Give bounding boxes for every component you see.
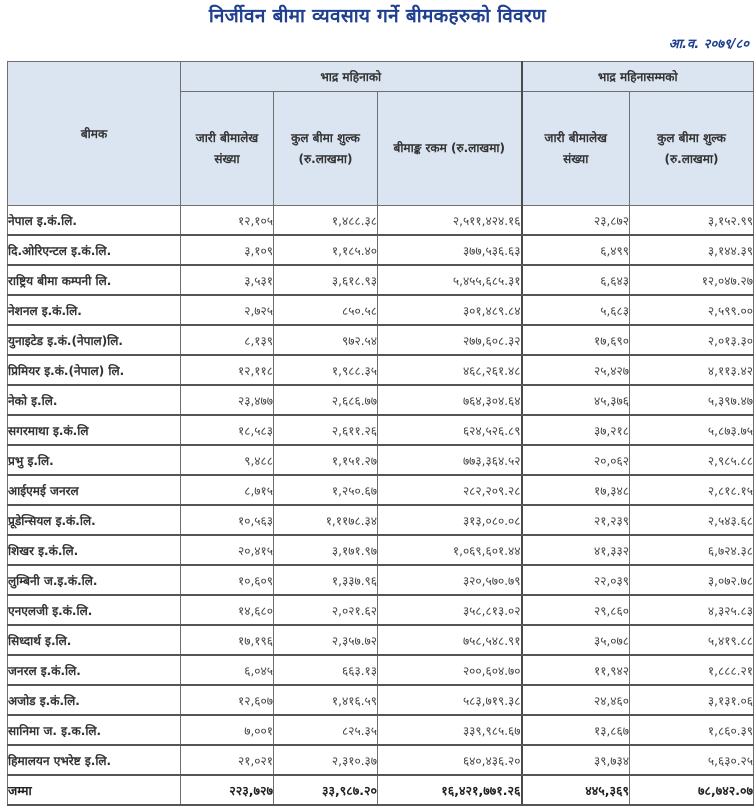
cum-premium-cell: ६,७२४.३८ bbox=[630, 535, 754, 565]
sum-insured-cell: ७५८,५४८.९१ bbox=[378, 625, 522, 655]
table-header bbox=[8, 62, 754, 206]
table-row bbox=[8, 565, 754, 595]
insurer-name: नेपाल इ.कं.लि. bbox=[8, 206, 181, 236]
cum-premium-cell: १२,०४७.२७ bbox=[630, 265, 754, 295]
insurer-name: लुम्बिनी ज.इ.कं.लि. bbox=[8, 565, 181, 595]
insurer-name: आईएमई जनरल bbox=[8, 475, 181, 505]
cum-premium-cell: ५,४१९.८८ bbox=[630, 625, 754, 655]
header-premium-line1: कुल बीमा शुल्क bbox=[291, 130, 360, 145]
table-row bbox=[8, 325, 754, 355]
table-row bbox=[8, 655, 754, 685]
cum-policies-cell: २९,८६० bbox=[522, 595, 630, 625]
policies-cell: २१,०२१ bbox=[181, 745, 274, 775]
premium-cell: २,६११.२६ bbox=[274, 415, 378, 445]
table-row bbox=[8, 625, 754, 655]
sum-insured-cell: ३१३,०८०.०८ bbox=[378, 505, 522, 535]
total-premium: ३३,९८७.२० bbox=[274, 775, 378, 805]
cum-premium-cell: ५,८७३.७५ bbox=[630, 415, 754, 445]
header-policies-line1: जारी बीमालेख bbox=[195, 130, 259, 145]
policies-cell: १८,५८३ bbox=[181, 415, 274, 445]
cum-policies-cell: ३७,२१८ bbox=[522, 415, 630, 445]
cum-policies-cell: ३९,७३४ bbox=[522, 745, 630, 775]
policies-cell: ९,४८८ bbox=[181, 445, 274, 475]
table-row bbox=[8, 685, 754, 715]
total-row bbox=[8, 775, 754, 805]
fiscal-year: आ.व. २०७९/८० bbox=[668, 37, 749, 52]
sum-insured-cell: ६४०,४३६.२० bbox=[378, 745, 522, 775]
table-row bbox=[8, 355, 754, 385]
policies-cell: ३,५३१ bbox=[181, 265, 274, 295]
premium-cell: ९७२.५४ bbox=[274, 325, 378, 355]
header-premium-line2: (रु.लाखमा) bbox=[298, 151, 353, 166]
premium-cell: ३,१७१.९७ bbox=[274, 535, 378, 565]
premium-cell: १,२५०.६७ bbox=[274, 475, 378, 505]
cum-policies-cell: ५,६८३ bbox=[522, 295, 630, 325]
cum-premium-cell: ४,११३.४२ bbox=[630, 355, 754, 385]
insurer-name: हिमालयन एभरेष्ट इ.लि. bbox=[8, 745, 181, 775]
sum-insured-cell: ३३९,९८५.६७ bbox=[378, 715, 522, 745]
insurer-name: नेको इ.लि. bbox=[8, 385, 181, 415]
premium-cell: १,३३७.९६ bbox=[274, 565, 378, 595]
header-cum-premium-line2: (रु.लाखमा) bbox=[664, 151, 719, 166]
cum-policies-cell: ६,४९९ bbox=[522, 235, 630, 265]
sum-insured-cell: ४६८,२६१.४८ bbox=[378, 355, 522, 385]
insurer-name: अजोड इ.कं.लि. bbox=[8, 685, 181, 715]
sum-insured-cell: ३०१,४८९.८४ bbox=[378, 295, 522, 325]
insurer-name: सगरमाथा इ.कं.लि bbox=[8, 415, 181, 445]
cum-premium-cell: ३,१३१.०६ bbox=[630, 685, 754, 715]
table-row bbox=[8, 235, 754, 265]
cum-policies-cell: ४१,३३२ bbox=[522, 535, 630, 565]
cum-premium-cell: १,८८८.२१ bbox=[630, 655, 754, 685]
cum-policies-cell: ६,६४३ bbox=[522, 265, 630, 295]
table-row bbox=[8, 475, 754, 505]
policies-cell: १७,१९६ bbox=[181, 625, 274, 655]
premium-cell: १,१५१.२७ bbox=[274, 445, 378, 475]
table-row bbox=[8, 385, 754, 415]
insurer-name: प्रूडेन्सियल इ.कं.लि. bbox=[8, 505, 181, 535]
cum-policies-cell: २१,२३९ bbox=[522, 505, 630, 535]
sum-insured-cell: ७६४,३०४.६४ bbox=[378, 385, 522, 415]
premium-cell: २,०२१.६२ bbox=[274, 595, 378, 625]
premium-cell: १,११७८.३४ bbox=[274, 505, 378, 535]
sum-insured-cell: ५८३,७१९.३८ bbox=[378, 685, 522, 715]
premium-cell: ८२५.३५ bbox=[274, 715, 378, 745]
premium-cell: १,१८५.४० bbox=[274, 235, 378, 265]
header-policies bbox=[181, 92, 274, 206]
cum-premium-cell: २,९८५.८८ bbox=[630, 445, 754, 475]
premium-cell: १,४१६.५९ bbox=[274, 685, 378, 715]
table-row bbox=[8, 535, 754, 565]
insurer-name: शिखर इ.कं.लि. bbox=[8, 535, 181, 565]
header-cum-policies-line2: संख्या bbox=[563, 151, 589, 166]
sum-insured-cell: ५,४५५,६८५.३१ bbox=[378, 265, 522, 295]
table-row bbox=[8, 445, 754, 475]
premium-cell: १,४८८.३८ bbox=[274, 206, 378, 236]
total-cum-policies: ४४५,३६९ bbox=[522, 775, 630, 805]
policies-cell: ६,०४५ bbox=[181, 655, 274, 685]
cum-policies-cell: ४५,३७६ bbox=[522, 385, 630, 415]
table-row bbox=[8, 505, 754, 535]
header-group-month: भाद्र महिनाको bbox=[181, 62, 522, 92]
cum-premium-cell: ३,०७२.७८ bbox=[630, 565, 754, 595]
table-row bbox=[8, 295, 754, 325]
policies-cell: १०,६०९ bbox=[181, 565, 274, 595]
sum-insured-cell: ३२०,५७०.७९ bbox=[378, 565, 522, 595]
premium-cell: २,६८६.७७ bbox=[274, 385, 378, 415]
cum-premium-cell: ३,१५२.९९ bbox=[630, 206, 754, 236]
premium-cell: २,३१०.३७ bbox=[274, 745, 378, 775]
premium-cell: १,९८८.३५ bbox=[274, 355, 378, 385]
total-cum-premium: ७८,७४२.०७ bbox=[630, 775, 754, 805]
policies-cell: ३,१०९ bbox=[181, 235, 274, 265]
policies-cell: २,७२५ bbox=[181, 295, 274, 325]
sum-insured-cell: ३५८,८१३.०२ bbox=[378, 595, 522, 625]
table-row bbox=[8, 415, 754, 445]
cum-policies-cell: १७,६९० bbox=[522, 325, 630, 355]
insurer-name: सिध्दार्थ इ.लि. bbox=[8, 625, 181, 655]
premium-cell: ८५०.५८ bbox=[274, 295, 378, 325]
header-cum-premium-line1: कुल बीमा शुल्क bbox=[657, 130, 726, 145]
header-cum-premium bbox=[630, 92, 754, 206]
premium-cell: २,३५७.७२ bbox=[274, 625, 378, 655]
insurer-name: प्रिमियर इ.कं.(नेपाल) लि. bbox=[8, 355, 181, 385]
policies-cell: १०,५६३ bbox=[181, 505, 274, 535]
header-insurer: बीमक bbox=[8, 62, 181, 206]
policies-cell: २०,४१५ bbox=[181, 535, 274, 565]
cum-policies-cell: २३,८७२ bbox=[522, 206, 630, 236]
sum-insured-cell: ६२४,५२६.८९ bbox=[378, 415, 522, 445]
total-sum-insured: १६,४२१,७७१.२६ bbox=[378, 775, 522, 805]
cum-premium-cell: ३,१४४.३९ bbox=[630, 235, 754, 265]
insurer-name: दि.ओरिएन्टल इ.कं.लि. bbox=[8, 235, 181, 265]
table-row bbox=[8, 745, 754, 775]
policies-cell: १२,६०७ bbox=[181, 685, 274, 715]
cum-premium-cell: २,५४३.६८ bbox=[630, 505, 754, 535]
sum-insured-cell: १,०६९,६०१.४४ bbox=[378, 535, 522, 565]
header-cum-policies-line1: जारी बीमालेख bbox=[544, 130, 607, 145]
cum-policies-cell: ३५,०७८ bbox=[522, 625, 630, 655]
policies-cell: ८,१३९ bbox=[181, 325, 274, 355]
policies-cell: ७,००१ bbox=[181, 715, 274, 745]
header-policies-line2: संख्या bbox=[214, 151, 240, 166]
page-title: निर्जीवन बीमा व्यवसाय गर्ने बीमकहरुको विवरण bbox=[208, 5, 547, 27]
policies-cell: २३,४७७ bbox=[181, 385, 274, 415]
sum-insured-cell: ३७७,५३६.६३ bbox=[378, 235, 522, 265]
table-row bbox=[8, 206, 754, 236]
policies-cell: १४,६८० bbox=[181, 595, 274, 625]
sum-insured-cell: २००,६०४.७० bbox=[378, 655, 522, 685]
insurers-table bbox=[7, 61, 754, 806]
policies-cell: १२,११८ bbox=[181, 355, 274, 385]
cum-policies-cell: २४,४६० bbox=[522, 685, 630, 715]
policies-cell: १२,१०५ bbox=[181, 206, 274, 236]
table-body bbox=[8, 206, 754, 806]
table-row bbox=[8, 595, 754, 625]
policies-cell: ८,७१५ bbox=[181, 475, 274, 505]
header-sum-insured: बीमाङ्क रकम (रु.लाखमा) bbox=[378, 92, 522, 206]
total-policies: २२३,७२७ bbox=[181, 775, 274, 805]
cum-premium-cell: २,०१३.३० bbox=[630, 325, 754, 355]
header-premium bbox=[274, 92, 378, 206]
cum-premium-cell: ४,३२५.८३ bbox=[630, 595, 754, 625]
insurer-name: जनरल इ.कं.लि. bbox=[8, 655, 181, 685]
header-group-cumulative: भाद्र महिनासम्मको bbox=[522, 62, 754, 92]
cum-policies-cell: २२,०३९ bbox=[522, 565, 630, 595]
sum-insured-cell: ७७३,३६४.५२ bbox=[378, 445, 522, 475]
cum-premium-cell: २,५९९.०० bbox=[630, 295, 754, 325]
insurer-name: युनाइटेड इ.कं.(नेपाल)लि. bbox=[8, 325, 181, 355]
premium-cell: ३,६१८.९३ bbox=[274, 265, 378, 295]
sum-insured-cell: २,५११,४२४.१६ bbox=[378, 206, 522, 236]
table-row bbox=[8, 715, 754, 745]
insurer-name: एनएलजी इ.कं.लि. bbox=[8, 595, 181, 625]
cum-policies-cell: १३,८६७ bbox=[522, 715, 630, 745]
cum-premium-cell: २,८१८.१५ bbox=[630, 475, 754, 505]
cum-premium-cell: १,८६०.३९ bbox=[630, 715, 754, 745]
insurer-name: प्रभु इ.लि. bbox=[8, 445, 181, 475]
cum-policies-cell: ११,९४२ bbox=[522, 655, 630, 685]
insurer-name: नेशनल इ.कं.लि. bbox=[8, 295, 181, 325]
premium-cell: ६६३.१३ bbox=[274, 655, 378, 685]
insurer-name: सानिमा ज. इ.क.लि. bbox=[8, 715, 181, 745]
sum-insured-cell: २७७,६०८.३२ bbox=[378, 325, 522, 355]
cum-policies-cell: २५,४२७ bbox=[522, 355, 630, 385]
sum-insured-cell: २८२,२०९.२८ bbox=[378, 475, 522, 505]
cum-premium-cell: ५,६३०.२५ bbox=[630, 745, 754, 775]
table-row bbox=[8, 265, 754, 295]
cum-policies-cell: १७,३४८ bbox=[522, 475, 630, 505]
insurer-name: राष्ट्रिय बीमा कम्पनी लि. bbox=[8, 265, 181, 295]
cum-premium-cell: ५,३९७.४७ bbox=[630, 385, 754, 415]
cum-policies-cell: २०,०६२ bbox=[522, 445, 630, 475]
header-cum-policies bbox=[522, 92, 630, 206]
total-label: जम्मा bbox=[8, 775, 181, 805]
